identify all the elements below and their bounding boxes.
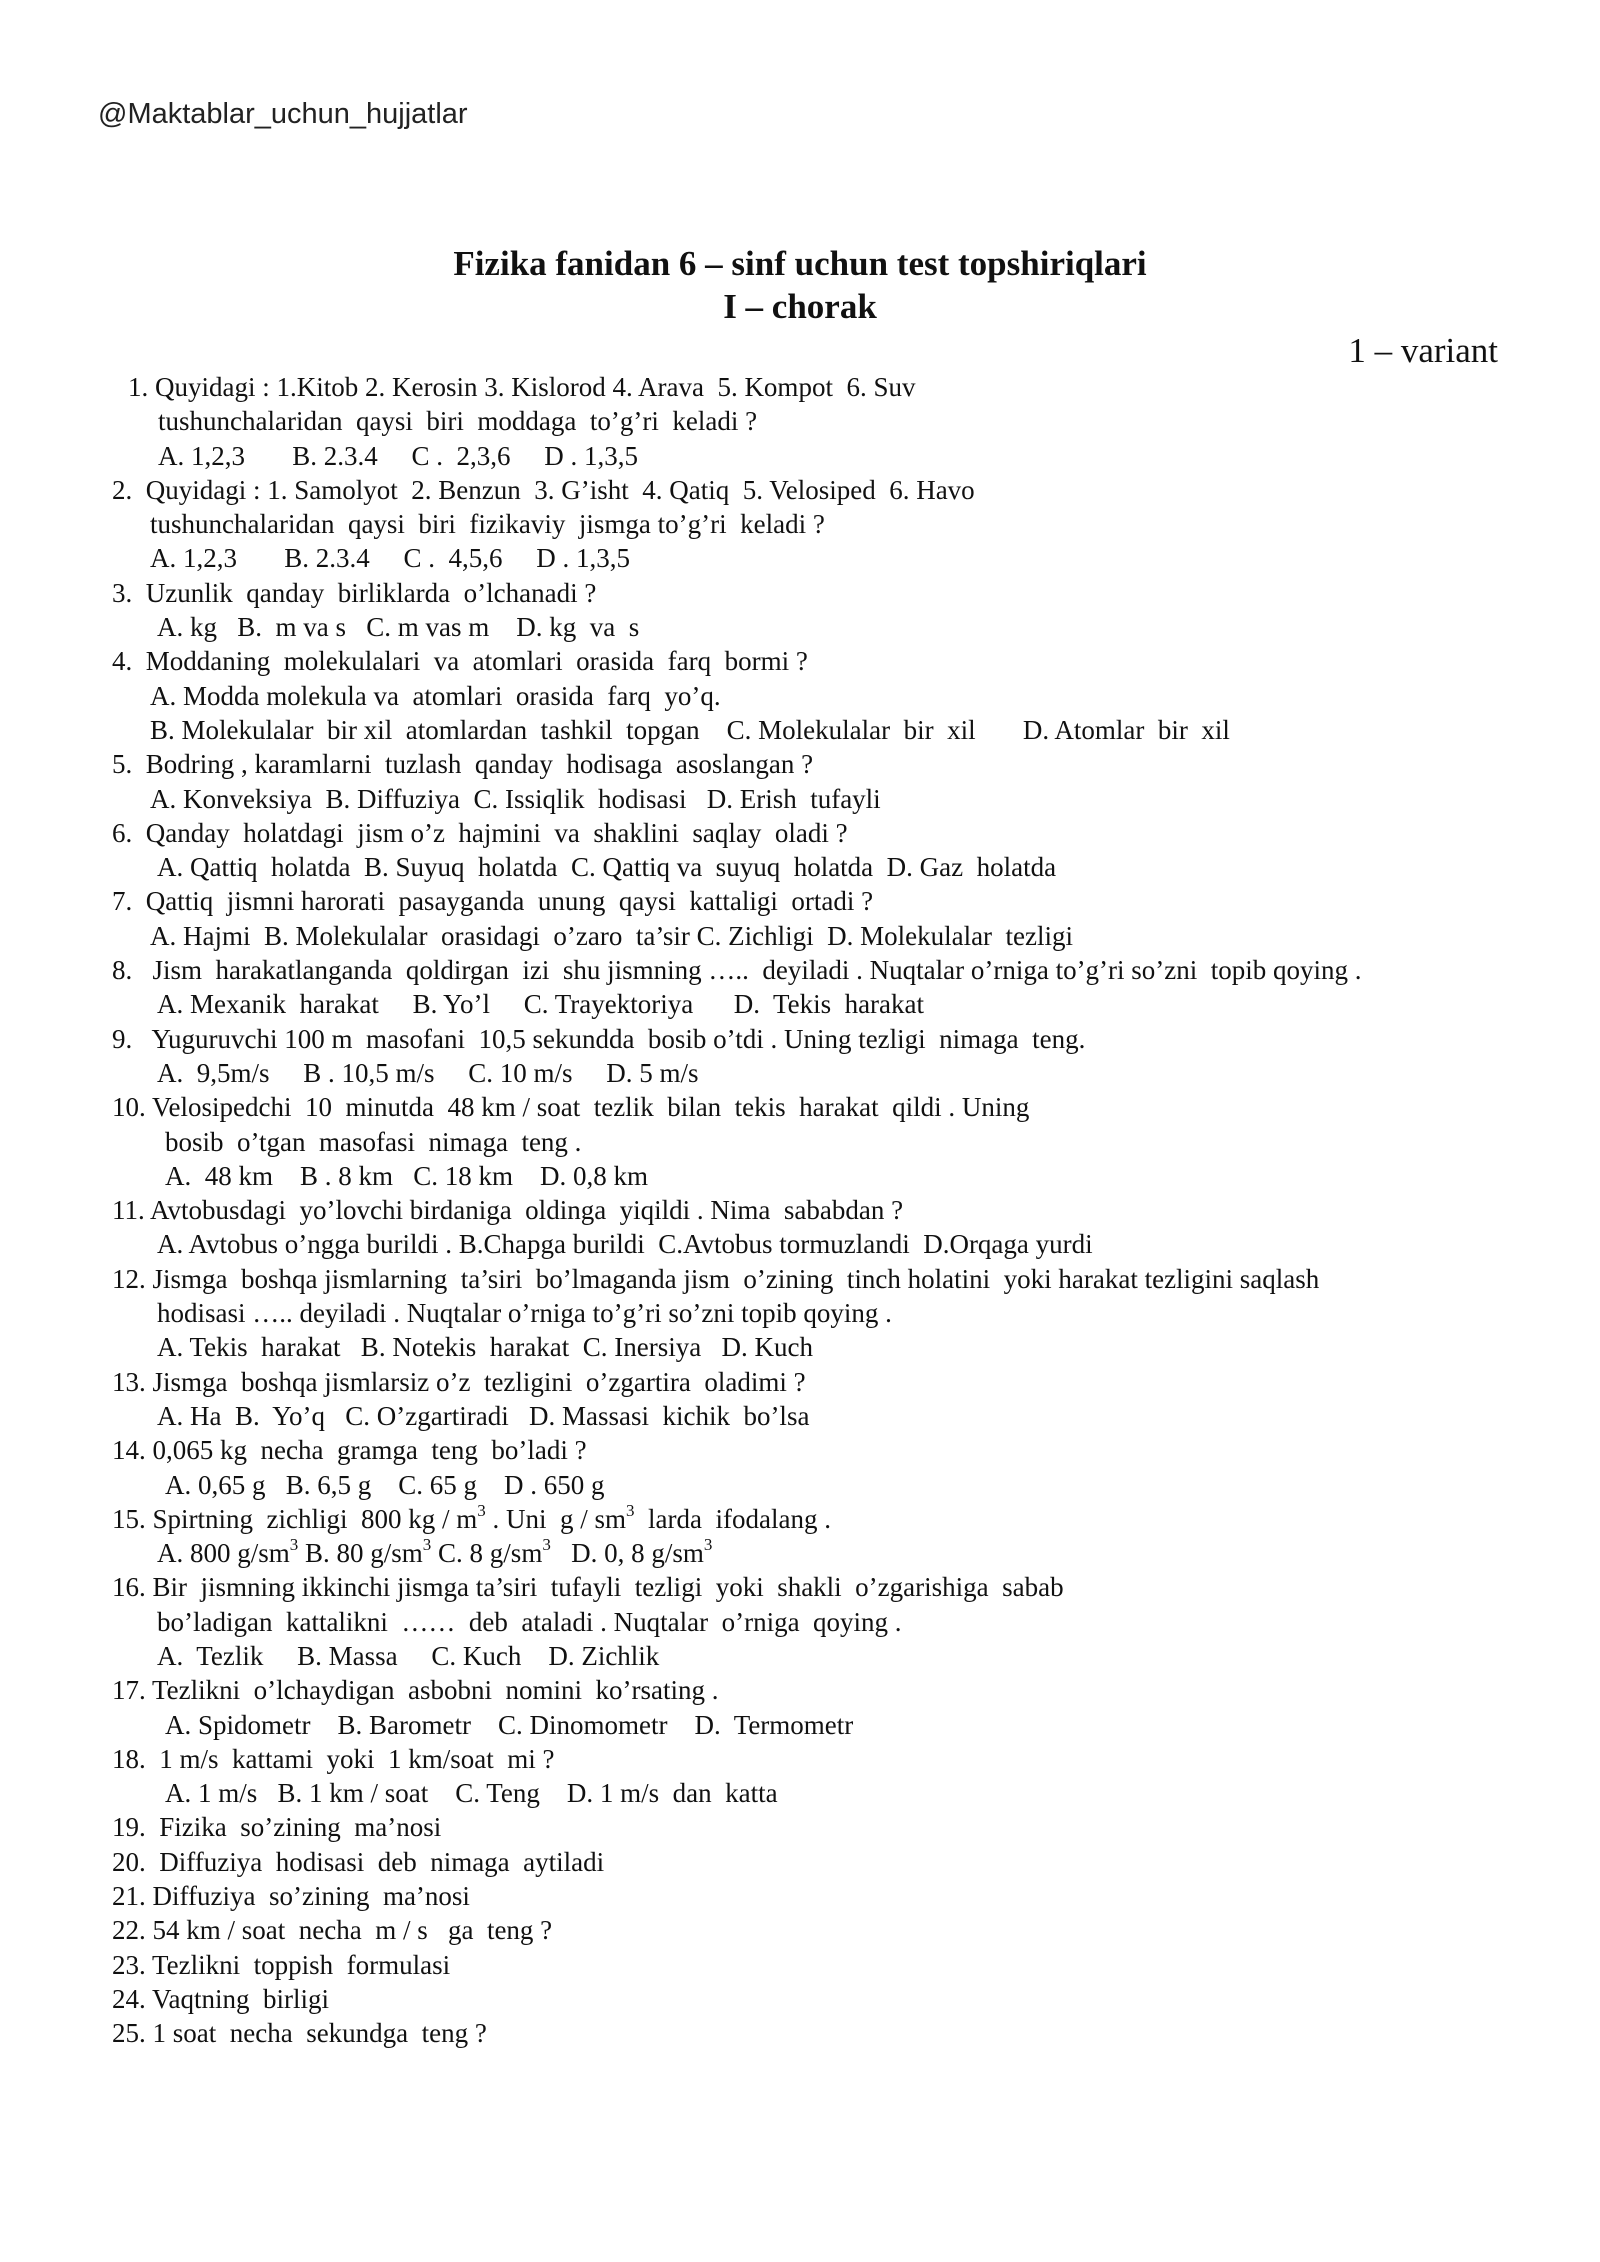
question-line-text: 10. Velosipedchi 10 minutda 48 km / soat tezlik bilan tekis harakat qildi . Uning	[112, 1092, 1030, 1123]
question-line	[0, 1982, 1600, 2016]
question-line	[0, 1399, 1600, 1433]
question-line	[0, 541, 1600, 575]
question-line-text: 18. 1 m/s kattami yoki 1 km/soat mi ?	[112, 1743, 555, 1774]
question-line	[0, 507, 1600, 541]
question-line-text: 9. Yuguruvchi 100 m masofani 10,5 sekundda bosib o’tdi . Uning tezligi nimaga teng.	[112, 1023, 1086, 1054]
question-line-text: 16. Bir jismning ikkinchi jismga ta’siri tufayli tezligi yoki shakli o’zgarishiga sabab	[112, 1572, 1064, 1603]
question-line-text: A. 800 $g/sm^3$ B. 80 $g/sm^3$ C. 8 $g/sm^3$ D. 0, 8 $g/sm^3$	[157, 1535, 713, 1569]
question-line	[0, 1296, 1600, 1330]
question-line	[0, 1948, 1600, 1982]
question-line	[0, 1810, 1600, 1844]
question-line	[0, 782, 1600, 816]
question-line-text: 25. 1 soat necha sekundga teng ?	[112, 2018, 487, 2049]
question-line	[0, 1879, 1600, 1913]
question-line-text: A. 1 m/s B. 1 km / soat C. Teng D. 1 m/s dan katta	[165, 1778, 778, 1809]
question-line	[0, 576, 1600, 610]
question-line	[0, 987, 1600, 1021]
question-line	[0, 1159, 1600, 1193]
question-line-text: 20. Diffuziya hodisasi deb nimaga aytiladi	[112, 1846, 605, 1877]
question-list	[0, 370, 1600, 2051]
question-line	[0, 2016, 1600, 2050]
question-line-text: tushunchalaridan qaysi biri moddaga to’g’ri keladi ?	[158, 406, 758, 437]
question-line	[0, 1502, 1600, 1536]
question-line-text: bosib o’tgan masofasi nimaga teng .	[165, 1126, 582, 1157]
question-line-text: bo’ladigan kattalikni …… deb ataladi . Nuqtalar o’rniga qoying .	[157, 1606, 902, 1637]
question-line-text: 5. Bodring , karamlarni tuzlash qanday hodisaga asoslangan ?	[112, 749, 814, 780]
question-line	[0, 1673, 1600, 1707]
page-title: Fizika fanidan 6 – sinf uchun test topshiriqlari	[453, 244, 1147, 283]
question-line	[0, 919, 1600, 953]
question-line-text: A. Mexanik harakat B. Yo’l C. Trayektoriya D. Tekis harakat	[157, 989, 925, 1020]
question-line-text: A. Tekis harakat B. Notekis harakat C. Inersiya D. Kuch	[157, 1332, 813, 1363]
question-line-text: A. Ha B. Yo’q C. O’zgartiradi D. Massasi kichik bo’lsa	[157, 1400, 810, 1431]
question-line	[0, 884, 1600, 918]
question-line	[0, 610, 1600, 644]
question-line-text: 14. 0,065 kg necha gramga teng bo’ladi ?	[112, 1435, 587, 1466]
question-line-text: 13. Jismga boshqa jismlarsiz o’z tezligini o’zgartira oladimi ?	[112, 1366, 806, 1397]
question-line-text: A. Konveksiya B. Diffuziya C. Issiqlik hodisasi D. Erish tufayli	[150, 783, 881, 814]
watermark: @Maktablar_uchun_hujjatlar	[98, 98, 468, 130]
question-line	[0, 1090, 1600, 1124]
question-line	[0, 1433, 1600, 1467]
question-line-text: 1. Quyidagi : 1.Kitob 2. Kerosin 3. Kislorod 4. Arava 5. Kompot 6. Suv	[128, 372, 916, 402]
question-line	[0, 1022, 1600, 1056]
question-line-text: A. Avtobus o’ngga burildi . B.Chapga burildi C.Avtobus tormuzlandi D.Orqaga yurdi	[157, 1229, 1093, 1260]
question-line	[0, 679, 1600, 713]
question-line-text: A. Spidometr B. Barometr C. Dinomometr D. Termometr	[165, 1709, 854, 1740]
question-line-text: A. 48 km B . 8 km C. 18 km D. 0,8 km	[165, 1160, 649, 1191]
question-line	[0, 1468, 1600, 1502]
question-line	[0, 1742, 1600, 1776]
question-line	[0, 1227, 1600, 1261]
question-line	[0, 473, 1600, 507]
question-line-text: A. Tezlik B. Massa C. Kuch D. Zichlik	[157, 1640, 660, 1671]
question-line	[0, 1262, 1600, 1296]
question-line	[0, 1056, 1600, 1090]
question-line-text: 3. Uzunlik qanday birliklarda o’lchanadi ?	[112, 577, 597, 608]
question-line-text: tushunchalaridan qaysi biri fizikaviy jismga to’g’ri keladi ?	[150, 509, 825, 540]
question-line	[0, 816, 1600, 850]
question-line-text: 19. Fizika so’zining ma’nosi	[112, 1812, 442, 1843]
question-line-text: 8. Jism harakatlanganda qoldirgan izi shu jismning ….. deyiladi . Nuqtalar o’rniga to’g’ri so’zni topib qoying .	[112, 955, 1362, 986]
question-line	[0, 850, 1600, 884]
question-line	[0, 747, 1600, 781]
question-line-text: A. 9,5m/s B . 10,5 m/s C. 10 m/s D. 5 m/s	[157, 1057, 699, 1088]
question-line-text: B. Molekulalar bir xil atomlardan tashkil topgan C. Molekulalar bir xil D. Atomlar bir xil	[150, 714, 1230, 745]
question-line-text: A. 0,65 g B. 6,5 g C. 65 g D . 650 g	[165, 1469, 605, 1500]
question-line-text: 6. Qanday holatdagi jism o’z hajmini va shaklini saqlay oladi ?	[112, 817, 848, 848]
question-line	[0, 644, 1600, 678]
page-subtitle: I – chorak	[723, 287, 877, 326]
question-line	[0, 953, 1600, 987]
question-line	[0, 713, 1600, 747]
variant-label: 1 – variant	[1348, 331, 1498, 370]
question-line-text: 2. Quyidagi : 1. Samolyot 2. Benzun 3. G’isht 4. Qatiq 5. Velosiped 6. Havo	[112, 474, 975, 505]
question-line-text: 4. Moddaning molekulalari va atomlari orasida farq bormi ?	[112, 646, 808, 677]
question-line-text: 22. 54 km / soat necha m / s ga teng ?	[112, 1915, 553, 1946]
question-line-text: 24. Vaqtning birligi	[112, 1983, 330, 2014]
question-line-text: 15. Spirtning zichligi 800 kg / $m^3$ . Uni g / $sm^3$ larda ifodalang .	[112, 1500, 831, 1534]
question-line-text: 17. Tezlikni o’lchaydigan asbobni nomini ko’rsating .	[112, 1675, 719, 1706]
question-line	[0, 1570, 1600, 1604]
question-line	[0, 404, 1600, 438]
question-line	[0, 1639, 1600, 1673]
question-line	[0, 1330, 1600, 1364]
question-line	[0, 1193, 1600, 1227]
question-line	[0, 1365, 1600, 1399]
question-line-text: A. Qattiq holatda B. Suyuq holatda C. Qattiq va suyuq holatda D. Gaz holatda	[157, 852, 1057, 883]
question-line-text: A. kg B. m va s C. m vas m D. kg va s	[157, 612, 640, 643]
question-line	[0, 370, 1600, 404]
question-line	[0, 1845, 1600, 1879]
question-line-text: 12. Jismga boshqa jismlarning ta’siri bo’lmaganda jism o’zining tinch holatini yoki harakat tezligini saqlash	[112, 1263, 1320, 1294]
question-line	[0, 1708, 1600, 1742]
question-line-text: A. Modda molekula va atomlari orasida farq yo’q.	[150, 680, 721, 711]
question-line-text: A. 1,2,3 B. 2.3.4 C . 2,3,6 D . 1,3,5	[158, 440, 639, 471]
question-line	[0, 1913, 1600, 1947]
question-line	[0, 1125, 1600, 1159]
question-line-text: 21. Diffuziya so’zining ma’nosi	[112, 1881, 470, 1912]
question-line	[0, 1776, 1600, 1810]
question-line	[0, 1605, 1600, 1639]
question-line-text: A. 1,2,3 B. 2.3.4 C . 4,5,6 D . 1,3,5	[150, 543, 631, 574]
question-line-text: A. Hajmi B. Molekulalar orasidagi o’zaro ta’sir C. Zichligi D. Molekulalar tezligi	[150, 920, 1074, 951]
question-line-text: 23. Tezlikni toppish formulasi	[112, 1949, 451, 1980]
question-line-text: 11. Avtobusdagi yo’lovchi birdaniga oldinga yiqildi . Nima sababdan ?	[112, 1195, 904, 1226]
question-line	[0, 1536, 1600, 1570]
question-line-text: hodisasi ….. deyiladi . Nuqtalar o’rniga to’g’ri so’zni topib qoying .	[157, 1298, 892, 1329]
question-line-text: 7. Qattiq jismni harorati pasayganda unung qaysi kattaligi ortadi ?	[112, 886, 874, 917]
question-line	[0, 439, 1600, 473]
